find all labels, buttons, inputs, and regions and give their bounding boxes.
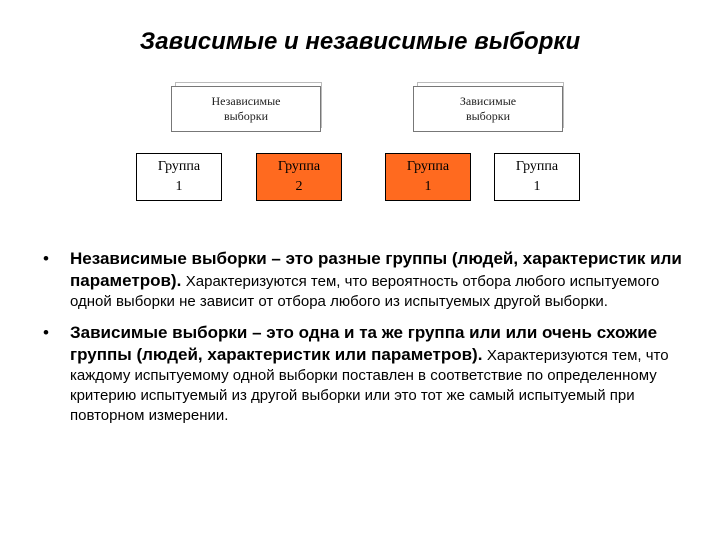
bullet-dependent bbox=[43, 322, 693, 426]
bullet-dependent-text: Характеризуются тем, что каждому испытуемому одной выборки поставлен в соответствие по определенному критерию испытуемый из другой выборки или это тот же самый испытуемый при повторном измерении. bbox=[70, 347, 669, 424]
independent-box-line2: выборки bbox=[223, 109, 269, 123]
group-number: 1 bbox=[533, 179, 541, 194]
group-box-1 bbox=[136, 153, 222, 201]
group-number: 2 bbox=[295, 179, 303, 194]
bullet-marker: • bbox=[43, 323, 49, 342]
bullet-dependent-strong: Зависимые выборки – это одна и та же группа или или очень схожие группы (людей, характеристик или параметров). bbox=[70, 323, 658, 364]
group-box-2 bbox=[256, 153, 342, 201]
definitions-list bbox=[43, 248, 693, 436]
independent-samples-box bbox=[171, 86, 321, 132]
group-number: 1 bbox=[424, 179, 432, 194]
bullet-independent-strong: Независимые выборки – это разные группы (людей, характеристик или параметров). bbox=[70, 249, 682, 290]
independent-box-line1: Независимые bbox=[211, 94, 281, 108]
bullet-independent-text: Характеризуются тем, что вероятность отбора любого испытуемого одной выборки не зависит от отбора любого из испытуемых другой выборки. bbox=[70, 273, 660, 310]
dependent-samples-box bbox=[413, 86, 563, 132]
dependent-box-line1: Зависимые bbox=[459, 94, 517, 108]
dependent-box-line2: выборки bbox=[465, 109, 511, 123]
bullet-independent bbox=[43, 248, 693, 312]
slide-title: Зависимые и независимые выборки bbox=[139, 28, 581, 55]
group-box-3 bbox=[385, 153, 471, 201]
group-label: Группа bbox=[157, 159, 201, 174]
group-label: Группа bbox=[515, 159, 559, 174]
bullet-marker: • bbox=[43, 249, 49, 268]
group-label: Группа bbox=[406, 159, 450, 174]
group-box-4 bbox=[494, 153, 580, 201]
group-number: 1 bbox=[175, 179, 183, 194]
group-label: Группа bbox=[277, 159, 321, 174]
